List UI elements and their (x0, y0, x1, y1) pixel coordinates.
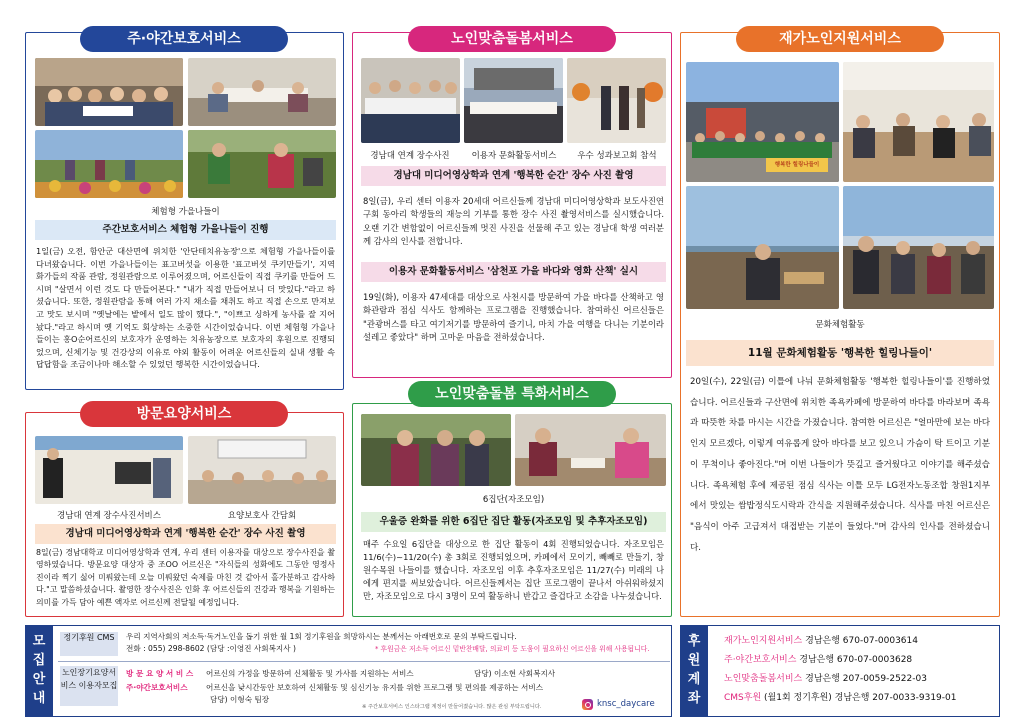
cms-line-1: 우리 지역사회의 저소득·독거노인을 돕기 위한 월 1회 정기후원을 희망하시는 분께서는 아래번호로 문의 부탁드립니다. (126, 632, 517, 641)
special-caption: 6집단(자조모임) (482, 495, 545, 505)
care-photo-2 (464, 58, 563, 143)
care-band-2: 이용자 문화활동서비스 '삼천포 가을 바다와 영화 산책' 실시 (361, 262, 666, 282)
instagram-note: ※ 주간보호서비스 인스타그램 계정이 만들어졌습니다. 많은 관심 부탁드립니다. (362, 704, 542, 710)
ltc-a-desc: 어르신의 가정을 방문하여 신체활동 및 가사를 지원하는 서비스 (206, 669, 414, 678)
visit-title: 방문요양서비스 (80, 401, 288, 427)
home-body: 20일(수), 22일(금) 이틀에 나눠 문화체험활동 '행복한 힐링나들이'를 진행하였습니다. 어르신들과 구산면에 위치한 족욕카페에 방문하여 바다를 바라보며 족욕과 따뜻한 차를 마시는 시간을 가졌습니다. 참여한 어르신은 "얼마만에 보는 바다인지 모르겠다, 이렇게 여유롭게 앉아 바다를 보고 있으니 가슴이 탁 트이고 기분이 무척이나 좋아진다."며 이번 나들이가 뜻깊고 즐거웠다고 이야기를 해주셨습니다. 족욕체험 후에 제공된 점심 식사는 이틀 모두 LG전자노동조합 창원1지부에서 맛있는 쌈밥정식도시락과 간식을 지원해주셨습니다. 식사를 마친 어르신은 "음식이 아주 고급져서 대접받는 기분이 들었다."며 감사의 인사를 전하셨습니다. (690, 377, 990, 553)
visit-caption-2: 요양보호사 간담회 (227, 511, 297, 521)
instagram-handle[interactable]: knsc_daycare (597, 699, 655, 709)
account-name: 주·야간보호서비스 (724, 655, 797, 665)
day-night-band: 주간보호서비스 체험형 가을나들이 진행 (35, 220, 336, 240)
visit-body: 8일(금) 경남대학교 미디어영상학과 연계, 우리 센터 이용자를 대상으로 장수사진을 촬영하였습니다. 방문요양 대상자 중 조OO 어르신은 "자식들의 성화에도 그동안 영정사진이라 찍기 싫어 미뤄왔는데 오늘 미뤄왔던 숙제를 마친 것 같아서 홀가분하고 감사하다."고 말씀하셨습니다. 촬영한 장수사진은 인화 후 어르신들의 건강과 행복을 기원하는 의미를 가득 담아 예쁜 액자로 어르신께 전달될 예정입니다. (36, 548, 335, 607)
visit-caption-1: 경남대 연계 장수사진서비스 (57, 511, 161, 521)
special-photo-1 (361, 414, 511, 486)
account-number: 경남은행 670-07-0003628 (799, 655, 913, 665)
footer-right-label-text: 후원계좌 (687, 634, 701, 706)
home-title: 재가노인지원서비스 (736, 26, 944, 52)
ltc-b-name: 주·야간보호서비스 (126, 683, 188, 692)
account-number: 경남은행 207-0059-2522-03 (805, 674, 927, 684)
care-caption-3: 우수 성과보고회 참석 (577, 151, 657, 161)
day-night-photo-3 (35, 130, 183, 198)
instagram-icon[interactable] (582, 699, 593, 710)
ltc-tag: 노인장기요양서비스 이용자모집 (60, 666, 118, 706)
day-night-photo-4 (188, 130, 336, 198)
care-body-2: 19일(화), 이용자 47세대를 대상으로 사천시를 방문하여 가을 바다를 산책하고 영화관람과 점심 식사도 함께하는 프로그램을 진행했습니다. 참여하신 어르신들은 "관광버스를 타고 여기저기를 방문하여 즐기니, 마치 가을 여행을 다니는 기분이라 설레고 좋았다" 하며 고마운 마음을 전하셨습니다. (363, 292, 664, 342)
footer-left-label-text: 모집안내 (32, 634, 46, 706)
home-photo-4 (843, 186, 994, 309)
care-photo-1 (361, 58, 460, 143)
care-caption-2: 이용자 문화활동서비스 (471, 151, 557, 161)
day-night-photo-1 (35, 58, 183, 126)
ltc-a-contact: 담당) 이소현 사회복지사 (474, 669, 556, 678)
account-row-4 (724, 693, 996, 704)
visit-photo-1 (35, 436, 183, 504)
cms-tag: 정기후원 CMS (60, 632, 118, 656)
care-title: 노인맞춤돌봄서비스 (408, 26, 616, 52)
day-night-photo-caption: 체험형 가을나들이 (151, 207, 220, 217)
account-row-1 (724, 636, 996, 647)
home-photo-1 (686, 62, 839, 182)
day-night-body: 1일(금) 오전, 함안군 대산면에 위치한 '안단테치유농장'으로 체험형 가을나들이를 다녀왔습니다. 이번 가을나들이는 표고버섯을 이용한 '표고버섯 쿠키만들기', 지역 화가들의 작품 관람, 정원관람으로 이루어졌으며, 어르신들이 직접 쿠키를 만들어 드시며 "살면서 이런 것도 다 만들어본다." "내가 직접 만들어보니 더 맛있다."라고 하셨습니다. 또한, 정원관람을 통해 여러 가지 채소를 채취도 하고 직접 손으로 만져보고 맛도 보시며 "옛날에는 밭에서 일도 많이 했다.", "이쁘고 싱하게 농사를 잘 지어놨다."라고 하시며 옛 기억도 회상하는 소중한 시간이었습니다. 이번 체험형 가을나들이는 홍O순어르신의 보호자가 운영하는 치유농장으로 보호자의 후원으로 진행되었으며, 신체기능 및 건강상의 이유로 야외 활동이 어려운 어르신들의 실내 생활 속 답답함을 조금이나마 해소할 수 있었던 행복한 시간이었습니다. (36, 246, 335, 370)
account-number: 경남은행 670-07-0003614 (805, 636, 918, 646)
special-photo-2 (515, 414, 666, 486)
special-title: 노인맞춤돌봄 특화서비스 (408, 381, 616, 407)
home-photo-3 (686, 186, 839, 309)
account-name: CMS후원 (724, 693, 762, 703)
special-body: 매주 수요일 6집단을 대상으로 한 집단 활동이 4회 진행되었습니다. 자조모임은 11/6(수)~11/20(수) 총 3회로 진행되었으며, 카페에서 모이기, 빼빼로 만들기, 창원수목원 나들이를 했습니다. 자조모임 이후 추후자조모임은 11/27(수) 미래의 나에게 편지를 써보았습니다. 어르신들께서는 집단 프로그램이 끝나서 아쉬워하셨지만, 자조모임으로 다시 3명이 모여 활동하니 반갑고 즐겁다고 소감을 나누셨습니다. (363, 539, 664, 601)
footer-divider (58, 661, 670, 662)
home-photo-2 (843, 62, 994, 182)
visit-band: 경남대 미디어영상학과 연계 '행복한 순간' 장수 사진 촬영 (35, 524, 336, 544)
care-caption-1: 경남대 연계 장수사진 (370, 151, 450, 161)
home-photo-banner: 행복한 힐링나들이 (774, 162, 820, 168)
care-photo-3 (567, 58, 666, 143)
visit-photo-2 (188, 436, 336, 504)
account-number: (월1회 정기후원) 경남은행 207-0033-9319-01 (764, 693, 957, 703)
care-body-1: 8일(금), 우리 센터 이용자 20세대 어르신들께 경남대 미디어영상학과 보도사진연구회 동아리 학생들의 재능의 기부를 통한 장수 사진 촬영서비스를 실시했습니다. 오랜 기간 변함없이 어르신들께 멋진 사진을 선물해 주고 있는 경남대 학생 여러분께 감사의 인사를 전합니다. (363, 196, 664, 246)
ltc-b-desc: 어르신을 낮시간동안 보호하여 신체활동 및 심신기능 유지를 위한 프로그램 및 편의를 제공하는 서비스 (206, 683, 544, 692)
cms-note: * 후원금은 저소득 어르신 밑반찬배달, 의료비 등 도움이 필요하신 어르신을 위해 사용됩니다. (375, 645, 650, 653)
special-band: 우울증 완화를 위한 6집단 집단 활동(자조모임 및 추후자조모임) (361, 512, 666, 532)
account-row-3 (724, 674, 996, 685)
day-night-title: 주·야간보호서비스 (80, 26, 288, 52)
ltc-a-name: 방 문 요 양 서 비 스 (126, 669, 194, 678)
home-photo-caption: 문화체험활동 (815, 320, 865, 330)
home-band: 11월 문화체험활동 '행복한 힐링나들이' (686, 340, 994, 366)
account-name: 노인맞춤돌봄서비스 (724, 674, 803, 684)
day-night-photo-2 (188, 58, 336, 126)
care-band-1: 경남대 미디어영상학과 연계 '행복한 순간' 장수 사진 촬영 (361, 166, 666, 186)
ltc-b-contact: 담당) 이형숙 팀장 (210, 695, 270, 704)
cms-line-2: 전화 : 055) 298-8602 (담당 :이영진 사회복지사 ) (126, 644, 296, 653)
account-row-2 (724, 655, 996, 666)
account-name: 재가노인지원서비스 (724, 636, 803, 646)
